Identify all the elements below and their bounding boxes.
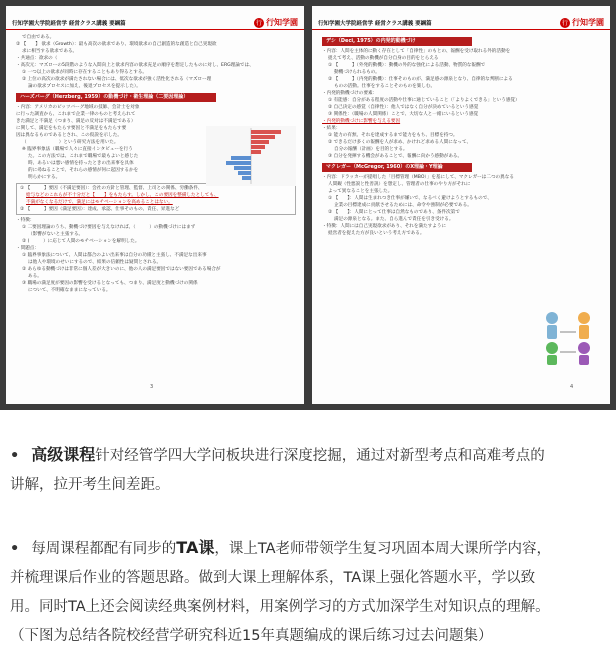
text-line: た。この方法では、これまで職場で最もよいと感じた [28, 154, 139, 159]
text-line: ② 自己決定の感覚（自律性）：他人ではなく自分が決めているという感覚 [328, 105, 479, 110]
text-line: ② 【 】：人間にとって仕事は自然なものであり、条件次第で [328, 210, 460, 215]
text-line: 動機づけられるもの。 [334, 70, 380, 75]
diagram-bar [242, 176, 251, 180]
text-line: 満足の源泉となる。また、自ら進んで責任を引き受ける。 [334, 217, 454, 222]
paragraph-text: 讲解，拉开考生间差距。 [10, 477, 170, 493]
diagram-bar [231, 156, 251, 160]
text-line: ① 二要因理論のうち、動機づけ要因を与えなければ、（ ）の動機づけにはまず [22, 225, 196, 230]
logo-mark-icon: 行 [254, 18, 264, 28]
text-line: ② 【 】 欲求（Growth）：最も高次の欲求であり、環境欲求の自己創造的な創造と自己実現欲 [16, 42, 217, 47]
text-line: ② 上位の高次の欲求が満たされない場合には、低次な欲求が強く活性化される（マズロー理 [22, 77, 212, 82]
xy-theory-illustration [536, 306, 600, 366]
person-icon [578, 342, 590, 354]
text-line: ものの活動。仕事をすることそのものを楽しむ。 [334, 84, 436, 89]
page-number: 3 [150, 384, 154, 390]
text-line: 論の欲求プロセスに加え、後退プロセスを提示した）。 [28, 84, 141, 89]
text-line: 捉えて考え、活動の動機が自分自身の目的をとらえる [328, 56, 439, 61]
header-title: 行知学園大学院経営学 経営クラス講義 要綱篇 [318, 20, 432, 27]
text-line: （ ）という研究方法を用いた。 [22, 140, 119, 145]
diagram-bar [238, 171, 251, 175]
text-line: （影響がないと主張する。 [28, 232, 84, 237]
text-line: ③ 職場の満足度が要因の影響を受けるとなっても、つまり、満足度と動機づけの関係 [22, 281, 198, 286]
factor-bar-diagram [206, 126, 296, 186]
text-line: ① 一つ以上の欲求が同時に存在することもあり得るとする。 [22, 70, 148, 75]
diagram-bar [251, 145, 265, 149]
paragraph-text: 每周课程都配有同步的 [31, 541, 177, 557]
text-line: ② できるだけ多くの報酬を人が求め、かけれど求める人間になって、 [328, 140, 472, 145]
paragraph-text: 用。同时TA上还会阅读经典案例材料，用案例学习的方式加深学生对知识点的理解。 [10, 599, 550, 615]
text-line: ③ 関係性：（職場の人間関係）ことで、大切な人と一緒にいるという感覚 [328, 112, 479, 117]
text-line: 的に尋ねることで、それらの感情が何に起因するかを [28, 168, 139, 173]
arrow-icon [560, 332, 576, 352]
text-line: に関して、満足をもたらす要因と不満足をもたらす要 [16, 126, 127, 131]
logo [560, 17, 604, 28]
text-line: ② ( ）に応じて人間のモチベーションを解明した。 [22, 239, 140, 244]
person-icon [546, 312, 558, 324]
text-line: 因は異なるものであるとされ、この仮説を示した。 [16, 133, 122, 138]
text-line: 明らかにする。 [28, 175, 61, 180]
diagram-bar [251, 135, 275, 139]
text-line: ・問題点： [16, 246, 39, 251]
definition-box [16, 183, 296, 215]
text-line: 求に相当する欲求である。 [22, 49, 78, 54]
paragraph-text: ，课上TA老师带领学生复习巩固本周大课所学内容， [214, 541, 551, 557]
text-line: ① 【 】要因（不満足要因）：会社の方針と管理、監督、上司との関係、労働条件、 [20, 186, 203, 191]
person-icon [547, 355, 557, 365]
header-title: 行知学園大学院経営学 経営クラス講義 要綱篇 [12, 20, 126, 27]
diagram-bar [251, 140, 269, 144]
text-line: 人間観（性悪説と性善説）を想定し、管理者の仕事のやり方がそれに [328, 182, 471, 187]
paragraph-text: 并梳理课后作业的答题思路。做到大课上理解体系，TA课上强化答题水平，学以致 [10, 570, 536, 586]
text-line: は他人や環境のせいにするので、結果の信頼性は疑問とされる。 [28, 260, 162, 265]
text-line: ・内容：アメリカのピッツバーグ地域の技師、会計士を対象 [16, 105, 140, 110]
text-line: ① 有能感：自分がある程度の活動や仕事に通じていること（「よりよくできる」という感覚） [328, 98, 520, 103]
paragraph-line [10, 533, 610, 564]
bullet: • [10, 448, 20, 464]
section-heading: デシ（Deci, 1975）の内発的動機づけ [322, 37, 472, 46]
logo-text: 行知学園 [266, 17, 298, 27]
text-line: ※ 臨界事象法（職場で人々に直接インタビューを行う [22, 147, 133, 152]
section-heading: マクレガー（McGregor, 1960）のX理論・Y理論 [322, 163, 472, 172]
section-heading: ハーズバーグ（Herzberg, 1959）の動機づけ・衛生理論（二要因理論） [16, 93, 216, 102]
text-line: について、不明確なままになっている。 [28, 288, 111, 293]
text-line: ある。 [28, 274, 42, 279]
text-line: ① 臨界事象法について、人間は都合のよい出来事は自分の功績と主張し、不満足な出来事 [22, 253, 207, 258]
text-line: ・内発的動機づけの要素： [322, 91, 378, 96]
text-line: ・特徴： [16, 218, 35, 223]
text-line: ③ 自分を発揮する機会があることで、報酬に向かう感動がある。 [328, 154, 463, 159]
person-icon [579, 325, 589, 339]
logo-mark-icon: 行 [560, 18, 570, 28]
page-number: 4 [570, 384, 574, 390]
text-line: に行った調査から、これまで企業一律のものと考えられて [16, 112, 136, 117]
text-line: 企業の目標達成に貢献させるためには、命令や強制が必要である。 [334, 203, 472, 208]
person-icon [578, 312, 590, 324]
page-header [312, 16, 610, 30]
person-icon [547, 325, 557, 339]
highlight-text: 高级课程 [31, 445, 96, 464]
diagram-bar [251, 130, 281, 134]
text-line: で自由である。 [22, 35, 55, 40]
text-line: ② 【 】（内発的動機）：仕事そのものが、満足感の源泉となり、自律的な判断による [328, 77, 513, 82]
text-line: きた満足と不満足（つまり、満足の反対は不満足である） [16, 119, 136, 124]
paragraph-text: （下图为总结各院校经营学研究科近15年真题编成的课后练习过去问题集） [10, 628, 493, 644]
person-icon [579, 355, 589, 365]
text-line: ・内発的動機づけに影響を与える要因 [322, 119, 401, 124]
text-line: よって異なることを主張した。 [328, 189, 393, 194]
logo [254, 17, 298, 28]
text-line: ・結果： [322, 126, 341, 131]
paragraph-advanced-course [10, 440, 610, 500]
person-icon [546, 342, 558, 354]
text-line: ・内容：人間を主体的に動く存在として「自律性」のもとの、報酬を受け取れる外的活動を [322, 49, 511, 54]
text-line: 時、あるいは悪い感情を持ったときの出来事を具体 [28, 161, 134, 166]
paragraph-text: 针对经管学四大学问板块进行深度挖掘，通过对新型考点和高难考点的 [95, 448, 545, 464]
logo-text: 行知学園 [572, 17, 604, 27]
text-line: ② 【 】要因（満足要因）：達成、承認、仕事そのもの、責任、昇進など [20, 207, 180, 212]
highlight-text: TA课 [176, 538, 215, 557]
text-line: 自分の報酬（計画）を目的とする。 [334, 147, 408, 152]
text-line: 不満がなくなるだけで、満足にはモチベーションを高めることはない。 [26, 200, 173, 205]
text-line: ① 【 】（外発的動機）：動機の外的な強化による活動、物質的な報酬で [328, 63, 486, 68]
diagram-bar [234, 166, 251, 170]
text-line: 経営者を捉えた方が良いという考え方である。 [328, 231, 425, 236]
text-line: 給与などのこれらが不十分だと【 】をもたらす。しかし、この要因を整備したとしても、 [26, 193, 219, 198]
text-line: ・共通点：欲求の（ [16, 56, 58, 61]
paragraph-ta-course [10, 533, 610, 651]
page-header [6, 16, 304, 30]
diagram-bar [251, 150, 261, 154]
text-line: ① 能力の有無、それを達成するまで能力をもち、目標を持つ。 [328, 133, 458, 138]
left-page [6, 6, 304, 404]
text-line: ・特徴：人間には自己実現欲求があり、それを満たすように [322, 224, 447, 229]
diagram-bar [226, 161, 251, 165]
bullet: • [10, 541, 20, 557]
text-line: ① 【 】：人間は生まれつき仕事が嫌いで、なるべく避けようとするもので、 [328, 196, 492, 201]
paragraph-line [10, 440, 610, 471]
text-line: ・内容：ドラッカーが提唱した「目標管理（MBO）」を基にして、マクレガーは二つの異なる [322, 175, 514, 180]
text-line: ② あらゆる動機づけは非常に個人差が大きいのに、他の人の満足要因ではない要因である場合が [22, 267, 221, 272]
text-line: ・高次元：マズローの5段階のような入間向上と欲求内容の欲求充足の順序を想定したものに対し、ERG理論では、 [16, 63, 254, 68]
right-page [312, 6, 610, 404]
